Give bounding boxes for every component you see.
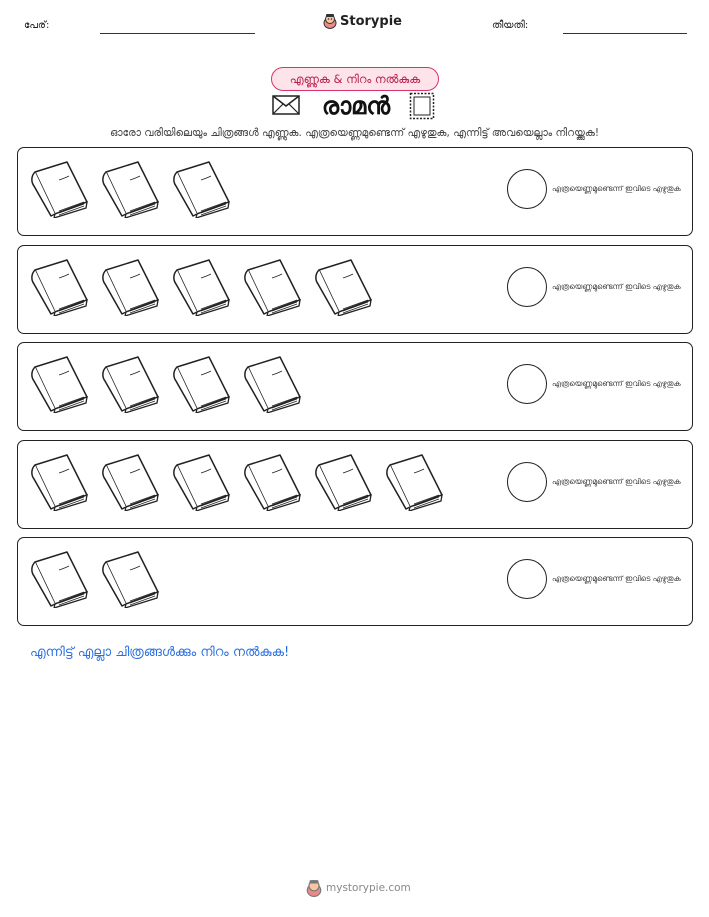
- answer-hint: എത്രയെണ്ണമുണ്ടെന്ന് ഇവിടെ എഴുതുക: [552, 574, 681, 583]
- book-icon: [171, 353, 232, 413]
- worksheet-header: [0, 0, 709, 50]
- postage-stamp-icon: [409, 92, 435, 120]
- site-url: mystorypie.com: [326, 882, 411, 894]
- name-label: പേര്:: [24, 20, 50, 31]
- answer-hint: എത്രയെണ്ണമുണ്ടെന്ന് ഇവിടെ എഴുതുക: [552, 281, 681, 291]
- row-items: [29, 548, 161, 608]
- book-icon: [242, 256, 303, 316]
- book-icon: [242, 353, 303, 413]
- book-icon: [100, 548, 161, 608]
- book-icon: [29, 353, 90, 413]
- brand-name: Storypie: [340, 13, 402, 29]
- book-icon: [100, 451, 161, 511]
- book-icon: [313, 256, 374, 316]
- answer-circle[interactable]: [507, 267, 547, 307]
- site-footer: [306, 879, 411, 897]
- date-label: തീയതി:: [492, 20, 529, 31]
- row-items: [29, 451, 445, 511]
- book-icon: [384, 451, 445, 511]
- book-icon: [171, 256, 232, 316]
- counting-row: [17, 147, 693, 236]
- answer-hint: എത്രയെണ്ണമുണ്ടെന്ന് ഇവിടെ എഴുതുക: [552, 379, 681, 388]
- counting-rows: [17, 147, 693, 635]
- counting-row: [17, 537, 693, 626]
- book-icon: [29, 256, 90, 316]
- book-icon: [100, 158, 161, 218]
- book-icon: [29, 158, 90, 218]
- answer-circle[interactable]: [507, 462, 547, 502]
- book-icon: [29, 548, 90, 608]
- storypie-mascot-icon: [306, 879, 322, 897]
- name-write-line[interactable]: [100, 33, 255, 34]
- row-items: [29, 353, 303, 413]
- book-icon: [313, 451, 374, 511]
- answer-hint: എത്രയെണ്ണമുണ്ടെന്ന് ഇവിടെ എഴുതുക: [552, 184, 681, 193]
- book-icon: [100, 256, 161, 316]
- counting-row: [17, 440, 693, 529]
- row-items: [29, 256, 374, 316]
- answer-circle[interactable]: [507, 559, 547, 599]
- counting-row: [17, 245, 693, 334]
- book-icon: [171, 158, 232, 218]
- answer-circle[interactable]: [507, 169, 547, 209]
- instruction-text: ഓരോ വരിയിലെയും ചിത്രങ്ങൾ എണ്ണുക. എത്രയെണ്ണമുണ്ടെന്ന് എഴുതുക, എന്നിട്ട് അവയെല്ലാം നിറയ്ക്കുക!: [109, 127, 600, 139]
- row-items: [29, 158, 232, 218]
- activity-badge: എണ്ണുക & നിറം നൽകുക: [271, 67, 439, 91]
- answer-hint: എത്രയെണ്ണമുണ്ടെന്ന് ഇവിടെ എഴുതുക: [552, 476, 681, 486]
- storypie-logo: [323, 13, 402, 29]
- date-write-line[interactable]: [563, 33, 687, 34]
- book-icon: [29, 451, 90, 511]
- counting-row: [17, 342, 693, 431]
- book-icon: [171, 451, 232, 511]
- book-icon: [100, 353, 161, 413]
- storypie-mascot-icon: [323, 13, 337, 29]
- title-row: [272, 89, 438, 123]
- answer-circle[interactable]: [507, 364, 547, 404]
- envelope-icon: [272, 95, 300, 115]
- coloring-note: എന്നിട്ട് എല്ലാ ചിത്രങ്ങൾക്കും നിറം നൽകുക!: [30, 645, 290, 660]
- worksheet-title: രാമൻ: [321, 92, 391, 120]
- book-icon: [242, 451, 303, 511]
